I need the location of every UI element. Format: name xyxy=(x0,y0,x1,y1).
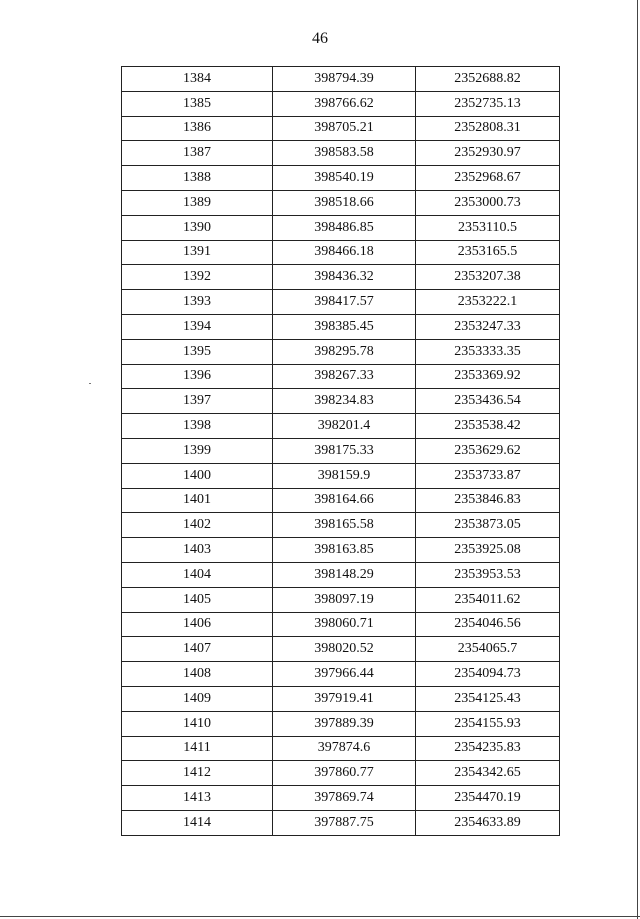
x-coordinate-cell: 397860.77 xyxy=(273,761,416,786)
table-row xyxy=(122,662,560,687)
point-number-cell: 1398 xyxy=(122,414,273,439)
table-row xyxy=(122,339,560,364)
y-coordinate-cell: 2353110.5 xyxy=(416,215,560,240)
table-row xyxy=(122,67,560,92)
table-row xyxy=(122,587,560,612)
x-coordinate-cell: 398175.33 xyxy=(273,438,416,463)
table-row xyxy=(122,686,560,711)
page-number: 46 xyxy=(312,30,328,47)
point-number-cell: 1393 xyxy=(122,290,273,315)
y-coordinate-cell: 2354633.89 xyxy=(416,810,560,835)
point-number-cell: 1408 xyxy=(122,662,273,687)
x-coordinate-cell: 398159.9 xyxy=(273,463,416,488)
table-row xyxy=(122,438,560,463)
y-coordinate-cell: 2354065.7 xyxy=(416,637,560,662)
table-row xyxy=(122,786,560,811)
y-coordinate-cell: 2353538.42 xyxy=(416,414,560,439)
point-number-cell: 1402 xyxy=(122,513,273,538)
y-coordinate-cell: 2354094.73 xyxy=(416,662,560,687)
x-coordinate-cell: 398794.39 xyxy=(273,67,416,92)
x-coordinate-cell: 398295.78 xyxy=(273,339,416,364)
point-number-cell: 1391 xyxy=(122,240,273,265)
y-coordinate-cell: 2354125.43 xyxy=(416,686,560,711)
point-number-cell: 1401 xyxy=(122,488,273,513)
x-coordinate-cell: 398060.71 xyxy=(273,612,416,637)
table-row xyxy=(122,116,560,141)
table-row xyxy=(122,240,560,265)
y-coordinate-cell: 2353436.54 xyxy=(416,389,560,414)
point-number-cell: 1388 xyxy=(122,166,273,191)
point-number-cell: 1404 xyxy=(122,562,273,587)
point-number-cell: 1407 xyxy=(122,637,273,662)
x-coordinate-cell: 398148.29 xyxy=(273,562,416,587)
y-coordinate-cell: 2352930.97 xyxy=(416,141,560,166)
table-row xyxy=(122,637,560,662)
point-number-cell: 1392 xyxy=(122,265,273,290)
y-coordinate-cell: 2352808.31 xyxy=(416,116,560,141)
x-coordinate-cell: 398417.57 xyxy=(273,290,416,315)
point-number-cell: 1389 xyxy=(122,190,273,215)
x-coordinate-cell: 398163.85 xyxy=(273,538,416,563)
table-row xyxy=(122,265,560,290)
table-row xyxy=(122,190,560,215)
y-coordinate-cell: 2353629.62 xyxy=(416,438,560,463)
y-coordinate-cell: 2353846.83 xyxy=(416,488,560,513)
point-number-cell: 1403 xyxy=(122,538,273,563)
y-coordinate-cell: 2354470.19 xyxy=(416,786,560,811)
point-number-cell: 1397 xyxy=(122,389,273,414)
y-coordinate-cell: 2353222.1 xyxy=(416,290,560,315)
y-coordinate-cell: 2353873.05 xyxy=(416,513,560,538)
scan-edge-bottom xyxy=(0,916,640,917)
table-row xyxy=(122,166,560,191)
point-number-cell: 1386 xyxy=(122,116,273,141)
table-row xyxy=(122,538,560,563)
point-number-cell: 1410 xyxy=(122,711,273,736)
x-coordinate-cell: 398583.58 xyxy=(273,141,416,166)
x-coordinate-cell: 398267.33 xyxy=(273,364,416,389)
x-coordinate-cell: 398097.19 xyxy=(273,587,416,612)
table-row xyxy=(122,215,560,240)
point-number-cell: 1409 xyxy=(122,686,273,711)
y-coordinate-cell: 2353953.53 xyxy=(416,562,560,587)
y-coordinate-cell: 2354155.93 xyxy=(416,711,560,736)
x-coordinate-cell: 398486.85 xyxy=(273,215,416,240)
x-coordinate-cell: 398165.58 xyxy=(273,513,416,538)
point-number-cell: 1400 xyxy=(122,463,273,488)
point-number-cell: 1414 xyxy=(122,810,273,835)
y-coordinate-cell: 2352735.13 xyxy=(416,91,560,116)
table-row xyxy=(122,761,560,786)
y-coordinate-cell: 2353369.92 xyxy=(416,364,560,389)
table-row xyxy=(122,141,560,166)
y-coordinate-cell: 2353333.35 xyxy=(416,339,560,364)
x-coordinate-cell: 398436.32 xyxy=(273,265,416,290)
table-row xyxy=(122,488,560,513)
x-coordinate-cell: 397869.74 xyxy=(273,786,416,811)
x-coordinate-cell: 397874.6 xyxy=(273,736,416,761)
x-coordinate-cell: 398705.21 xyxy=(273,116,416,141)
y-coordinate-cell: 2353000.73 xyxy=(416,190,560,215)
table-row xyxy=(122,810,560,835)
coordinates-table xyxy=(121,66,560,836)
table-row xyxy=(122,612,560,637)
x-coordinate-cell: 397889.39 xyxy=(273,711,416,736)
y-coordinate-cell: 2354235.83 xyxy=(416,736,560,761)
coordinates-table-body xyxy=(122,67,560,836)
y-coordinate-cell: 2354046.56 xyxy=(416,612,560,637)
x-coordinate-cell: 397887.75 xyxy=(273,810,416,835)
y-coordinate-cell: 2353207.38 xyxy=(416,265,560,290)
y-coordinate-cell: 2353247.33 xyxy=(416,314,560,339)
x-coordinate-cell: 397919.41 xyxy=(273,686,416,711)
point-number-cell: 1405 xyxy=(122,587,273,612)
table-row xyxy=(122,414,560,439)
y-coordinate-cell: 2353165.5 xyxy=(416,240,560,265)
table-row xyxy=(122,364,560,389)
point-number-cell: 1399 xyxy=(122,438,273,463)
point-number-cell: 1385 xyxy=(122,91,273,116)
table-row xyxy=(122,463,560,488)
table-row xyxy=(122,389,560,414)
point-number-cell: 1396 xyxy=(122,364,273,389)
table-row xyxy=(122,711,560,736)
y-coordinate-cell: 2353733.87 xyxy=(416,463,560,488)
y-coordinate-cell: 2353925.08 xyxy=(416,538,560,563)
scan-artifact xyxy=(89,383,91,384)
y-coordinate-cell: 2352688.82 xyxy=(416,67,560,92)
x-coordinate-cell: 398466.18 xyxy=(273,240,416,265)
point-number-cell: 1413 xyxy=(122,786,273,811)
x-coordinate-cell: 398201.4 xyxy=(273,414,416,439)
x-coordinate-cell: 397966.44 xyxy=(273,662,416,687)
table-row xyxy=(122,314,560,339)
table-row xyxy=(122,562,560,587)
y-coordinate-cell: 2354342.65 xyxy=(416,761,560,786)
x-coordinate-cell: 398234.83 xyxy=(273,389,416,414)
x-coordinate-cell: 398164.66 xyxy=(273,488,416,513)
point-number-cell: 1394 xyxy=(122,314,273,339)
x-coordinate-cell: 398385.45 xyxy=(273,314,416,339)
point-number-cell: 1412 xyxy=(122,761,273,786)
y-coordinate-cell: 2352968.67 xyxy=(416,166,560,191)
point-number-cell: 1390 xyxy=(122,215,273,240)
y-coordinate-cell: 2354011.62 xyxy=(416,587,560,612)
table-row xyxy=(122,513,560,538)
x-coordinate-cell: 398766.62 xyxy=(273,91,416,116)
point-number-cell: 1406 xyxy=(122,612,273,637)
point-number-cell: 1395 xyxy=(122,339,273,364)
table-row xyxy=(122,91,560,116)
x-coordinate-cell: 398518.66 xyxy=(273,190,416,215)
point-number-cell: 1387 xyxy=(122,141,273,166)
x-coordinate-cell: 398020.52 xyxy=(273,637,416,662)
point-number-cell: 1411 xyxy=(122,736,273,761)
table-row xyxy=(122,290,560,315)
x-coordinate-cell: 398540.19 xyxy=(273,166,416,191)
point-number-cell: 1384 xyxy=(122,67,273,92)
scan-edge-right xyxy=(637,0,638,919)
table-row xyxy=(122,736,560,761)
